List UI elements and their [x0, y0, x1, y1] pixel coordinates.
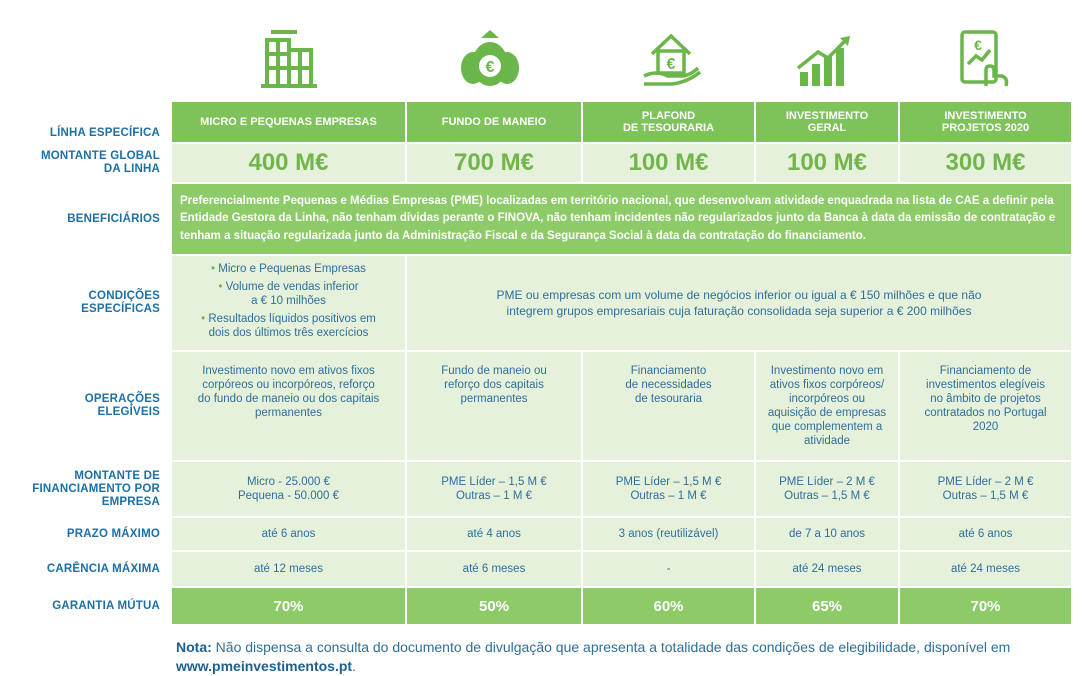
beneficiarios-text: Preferencialmente Pequenas e Médias Empresas (PME) localizadas em território nacional, que desenvolvam atividade enquadrada na lista de CAE a definir pela Entidade Gestora da Linha, não tenham dívidas perante o FINOVA, não tenham incidentes não regularizados junto da Banca à data da emissão de contratação e tenham a situação regularizada junto da Administração Fiscal e da Segurança Social à data da contratação do financiamento. [172, 184, 1071, 254]
note-text: Não dispensa a consulta do documento de divulgação que apresenta a totalidade das condições de elegibilidade, disponível em [211, 639, 1011, 655]
house-hand-icon [636, 24, 706, 94]
column-header: PLAFOND DE TESOURARIA [583, 102, 754, 142]
column-header: FUNDO DE MANEIO [407, 102, 581, 142]
amount-cell: 100 M€ [583, 144, 754, 182]
row-label-beneficiarios: BENEFICIÁRIOS [2, 184, 170, 254]
growth-chart-icon [788, 24, 858, 94]
prazo-row [2, 518, 1071, 550]
garantia-cell: 60% [583, 588, 754, 624]
prazo-cell: 3 anos (reutilizável) [583, 518, 754, 550]
row-label-carencia: CARÊNCIA MÁXIMA [2, 552, 170, 586]
carencia-cell: até 12 meses [172, 552, 405, 586]
montante-fin-cell: PME Líder – 1,5 M € Outras – 1 M € [583, 462, 754, 516]
column-header: MICRO E PEQUENAS EMPRESAS [172, 102, 405, 142]
condicoes-row [2, 256, 1071, 350]
prazo-cell: até 4 anos [407, 518, 581, 550]
tablet-touch-icon [946, 24, 1016, 94]
garantia-cell: 70% [900, 588, 1071, 624]
condicoes-pme: PME ou empresas com um volume de negócios inferior ou igual a € 150 milhões e que não integrem grupos empresariais cuja faturação consolidada seja superior a € 200 milhões [407, 256, 1071, 350]
montante-fin-cell: PME Líder – 2 M € Outras – 1,5 M € [756, 462, 898, 516]
prazo-cell: de 7 a 10 anos [756, 518, 898, 550]
operacoes-cell: Financiamento de investimentos elegíveis no âmbito de projetos contratados no Portugal 2020 [900, 352, 1071, 460]
prazo-cell: até 6 anos [900, 518, 1071, 550]
montante-fin-cell: Micro - 25.000 € Pequena - 50.000 € [172, 462, 405, 516]
beneficiarios-row [2, 184, 1071, 254]
prazo-cell: até 6 anos [172, 518, 405, 550]
note-link[interactable]: www.pmeinvestimentos.pt [176, 658, 353, 674]
list-item: • Volume de vendas inferior a € 10 milhões [218, 281, 359, 307]
carencia-cell: até 6 meses [407, 552, 581, 586]
svg-text:€: € [666, 56, 676, 73]
carencia-cell: até 24 meses [900, 552, 1071, 586]
icons-row [0, 0, 1083, 100]
montante-fin-cell: PME Líder – 2 M € Outras – 1,5 M € [900, 462, 1071, 516]
list-item: • Micro e Pequenas Empresas [211, 263, 366, 275]
note [176, 638, 1071, 676]
header-row [2, 102, 1071, 142]
column-header: INVESTIMENTO GERAL [756, 102, 898, 142]
row-label-garantia: GARANTIA MÚTUA [2, 588, 170, 624]
list-item: • Resultados líquidos positivos em dois dos últimos três exercícios [201, 313, 376, 339]
carencia-cell: - [583, 552, 754, 586]
montante-fin-row [2, 462, 1071, 516]
amount-row [2, 144, 1071, 182]
row-label-operacoes: OPERAÇÕES ELEGÍVEIS [2, 352, 170, 460]
garantia-cell: 50% [407, 588, 581, 624]
amount-cell: 400 M€ [172, 144, 405, 182]
garantia-cell: 70% [172, 588, 405, 624]
financing-table [0, 100, 1073, 626]
row-label-montante-fin: MONTANTE DE FINANCIAMENTO POR EMPRESA [2, 462, 170, 516]
svg-text:€: € [974, 37, 982, 53]
row-label-condicoes: CONDIÇÕES ESPECÍFICAS [2, 256, 170, 350]
garantia-cell: 65% [756, 588, 898, 624]
operacoes-row [2, 352, 1071, 460]
building-icon [253, 24, 323, 94]
amount-cell: 700 M€ [407, 144, 581, 182]
row-label-montante-global: MONTANTE GLOBAL DA LINHA [2, 144, 170, 182]
condicoes-micro [172, 256, 405, 350]
garantia-row [2, 588, 1071, 624]
carencia-row [2, 552, 1071, 586]
row-label-prazo: PRAZO MÁXIMO [2, 518, 170, 550]
carencia-cell: até 24 meses [756, 552, 898, 586]
svg-text:€: € [485, 59, 495, 76]
operacoes-cell: Financiamento de necessidades de tesouraria [583, 352, 754, 460]
operacoes-cell: Fundo de maneio ou reforço dos capitais permanentes [407, 352, 581, 460]
row-label-linha: LÍNHA ESPECÍFICA [2, 102, 170, 142]
amount-cell: 300 M€ [900, 144, 1071, 182]
note-end: . [352, 658, 356, 674]
operacoes-cell: Investimento novo em ativos fixos corpóreos ou incorpóreos, reforço do fundo de maneio ou dos capitais permanentes [172, 352, 405, 460]
montante-fin-cell: PME Líder – 1,5 M € Outras – 1 M € [407, 462, 581, 516]
money-bag-icon [455, 24, 525, 94]
operacoes-cell: Investimento novo em ativos fixos corpóreos/ incorpóreos ou aquisição de empresas que complementem a atividade [756, 352, 898, 460]
amount-cell: 100 M€ [756, 144, 898, 182]
note-label: Nota: [176, 639, 212, 655]
column-header: INVESTIMENTO PROJETOS 2020 [900, 102, 1071, 142]
